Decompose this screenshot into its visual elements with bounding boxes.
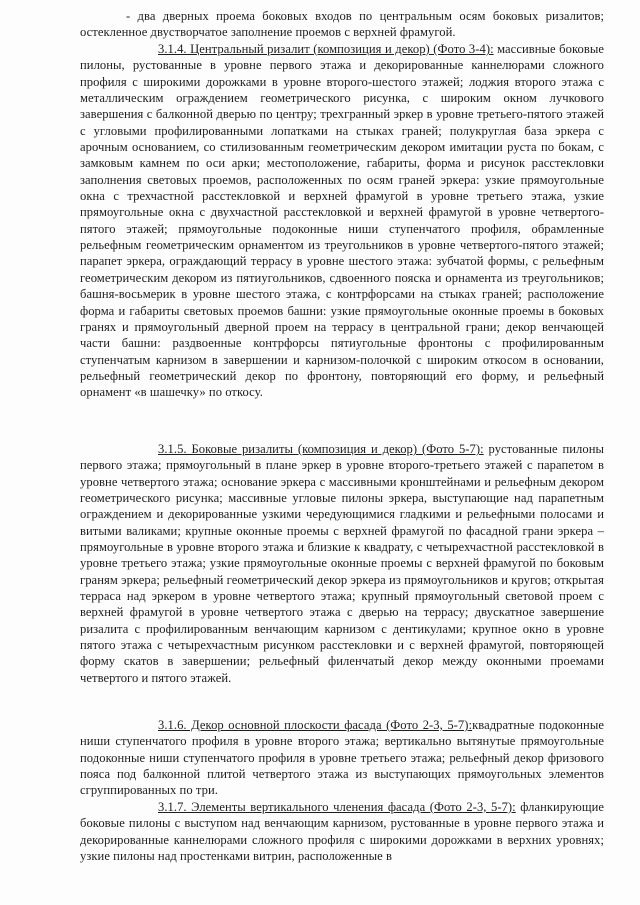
section-body: массивные боковые пилоны, рустованные в уровне первого этажа и декорированные каннелюрами сложного профиля с широкими дорожками в уровне второго-шестого этажей; лоджия второго этажа с металлическим ограждением геометрического рисунка, с широким окном лучкового завершения с балконной дверью по центру; трехгранный эркер в уровне третьего-пятого этажей с угловыми профилированными лопатками на стыках граней; полукруглая база эркера с арочным основанием, со стилизованным геометрическим декором имитации руста по бокам, с замковым камнем по оси арки; местоположение, габариты, форма и рисунок расстекловки заполнения световых проемов, расположенных по осям граней эркера: узкие прямоугольные окна с трехчастной расстекловкой и верхней фрамугой в уровне третьего этажа, узкие прямоугольные окна с двухчастной расстекловкой и верхней фрамугой в уровне четвертого-пятого этажей; прямоугольные подоконные ниши ступенчатого профиля, обрамленные рельефным геометрическим орнаментом из треугольников в уровне четвертого-пятого этажей; парапет эркера, ограждающий террасу в уровне шестого этажа: зубчатой формы, с рельефным геометрическим декором из пятиугольников, сдвоенного пояска и орнамента из треугольников; башня-восьмерик в уровне шестого этажа, с контрфорсами на стыках граней; расположение форма и габариты световых проемов башни: узкие прямоугольные оконные проемы в боковых гранях и прямоугольный дверной проем на террасу в центральной грани; декор венчающей части башни: раздвоенные контрфорсы пятиугольные фронтоны с профилированным ступенчатым карнизом в завершении и карнизом-полочкой с широким откосом в основании, рельефный геометрический декор по фронтону, повторяющий его форму, и рельефный орнамент «в шашечку» по откосу. [80, 42, 604, 400]
section-body: фланкирующие боковые пилоны с выступом над венчающим карнизом, рустованные в уровне первого этажа и декорированные каннелюрами сложного профиля с широкими дорожками в верхних уровнях; узкие пилоны над простенками витрин, расположенные в [80, 800, 604, 864]
section-heading: 3.1.4. Центральный ризалит (композиция и декор) (Фото 3-4): [158, 42, 494, 56]
section-heading: 3.1.6. Декор основной плоскости фасада (Фото 2-3, 5-7): [158, 718, 473, 732]
section-paragraph [80, 441, 604, 686]
section-heading: 3.1.7. Элементы вертикального членения фасада (Фото 2-3, 5-7): [158, 800, 516, 814]
section-3-1-5 [80, 441, 604, 686]
section-heading: 3.1.5. Боковые ризалиты (композиция и декор) (Фото 5-7): [158, 442, 484, 456]
section-3-1-4 [80, 41, 604, 401]
intro-paragraph-block [80, 8, 604, 41]
section-paragraph [80, 717, 604, 799]
section-3-1-6 [80, 717, 604, 799]
section-body: квадратные подоконные ниши ступенчатого профиля в уровне второго этажа; вертикально вытянутые прямоугольные подоконные ниши ступенчатого профиля в уровне третьего этажа; рельефный декор фризового пояса под балконной плитой четвертого этажа из выступающих прямоугольных элементов сгруппированных по три. [80, 718, 605, 798]
intro-paragraph: - два дверных проема боковых входов по центральным осям боковых ризалитов; остекленное двустворчатое заполнение проемов с верхней фрамугой. [80, 9, 604, 40]
section-body: рустованные пилоны первого этажа; прямоугольный в плане эркер в уровне второго-третьего этажей с парапетом в уровне четвертого этажа; основание эркера с массивными кронштейнами и рельефным декором геометрического рисунка; массивные угловые пилоны эркера, выступающие над парапетным ограждением и декорированные узкими чередующимися гладкими и рельефными полосами и витыми валиками; крупные оконные проемы с верхней фрамугой по фасадной грани эркера – прямоугольные в уровне второго этажа и близкие к квадрату, с четырехчастной расстекловкой в уровне третьего этажа; узкие прямоугольные оконные проемы с верхней фрамугой по боковым граням эркера; рельефный геометрический декор эркера из прямоугольников и кругов; открытая терраса над эркером в уровне четвертого этажа; крупный прямоугольный световой проем с верхней фрамугой в уровне четвертого этажа с дверью на террасу; двускатное завершение ризалита с профилированным венчающим карнизом с дентикулами; крупное окно в уровне пятого этажа с четырехчастным рисунком расстекловки и с верхней фрамугой, повторяющей форму скатов в завершении; рельефный филенчатый декор между оконными проемами четвертого и пятого этажей. [80, 442, 605, 685]
section-paragraph [80, 41, 604, 401]
section-paragraph [80, 799, 604, 864]
section-3-1-7 [80, 799, 604, 864]
